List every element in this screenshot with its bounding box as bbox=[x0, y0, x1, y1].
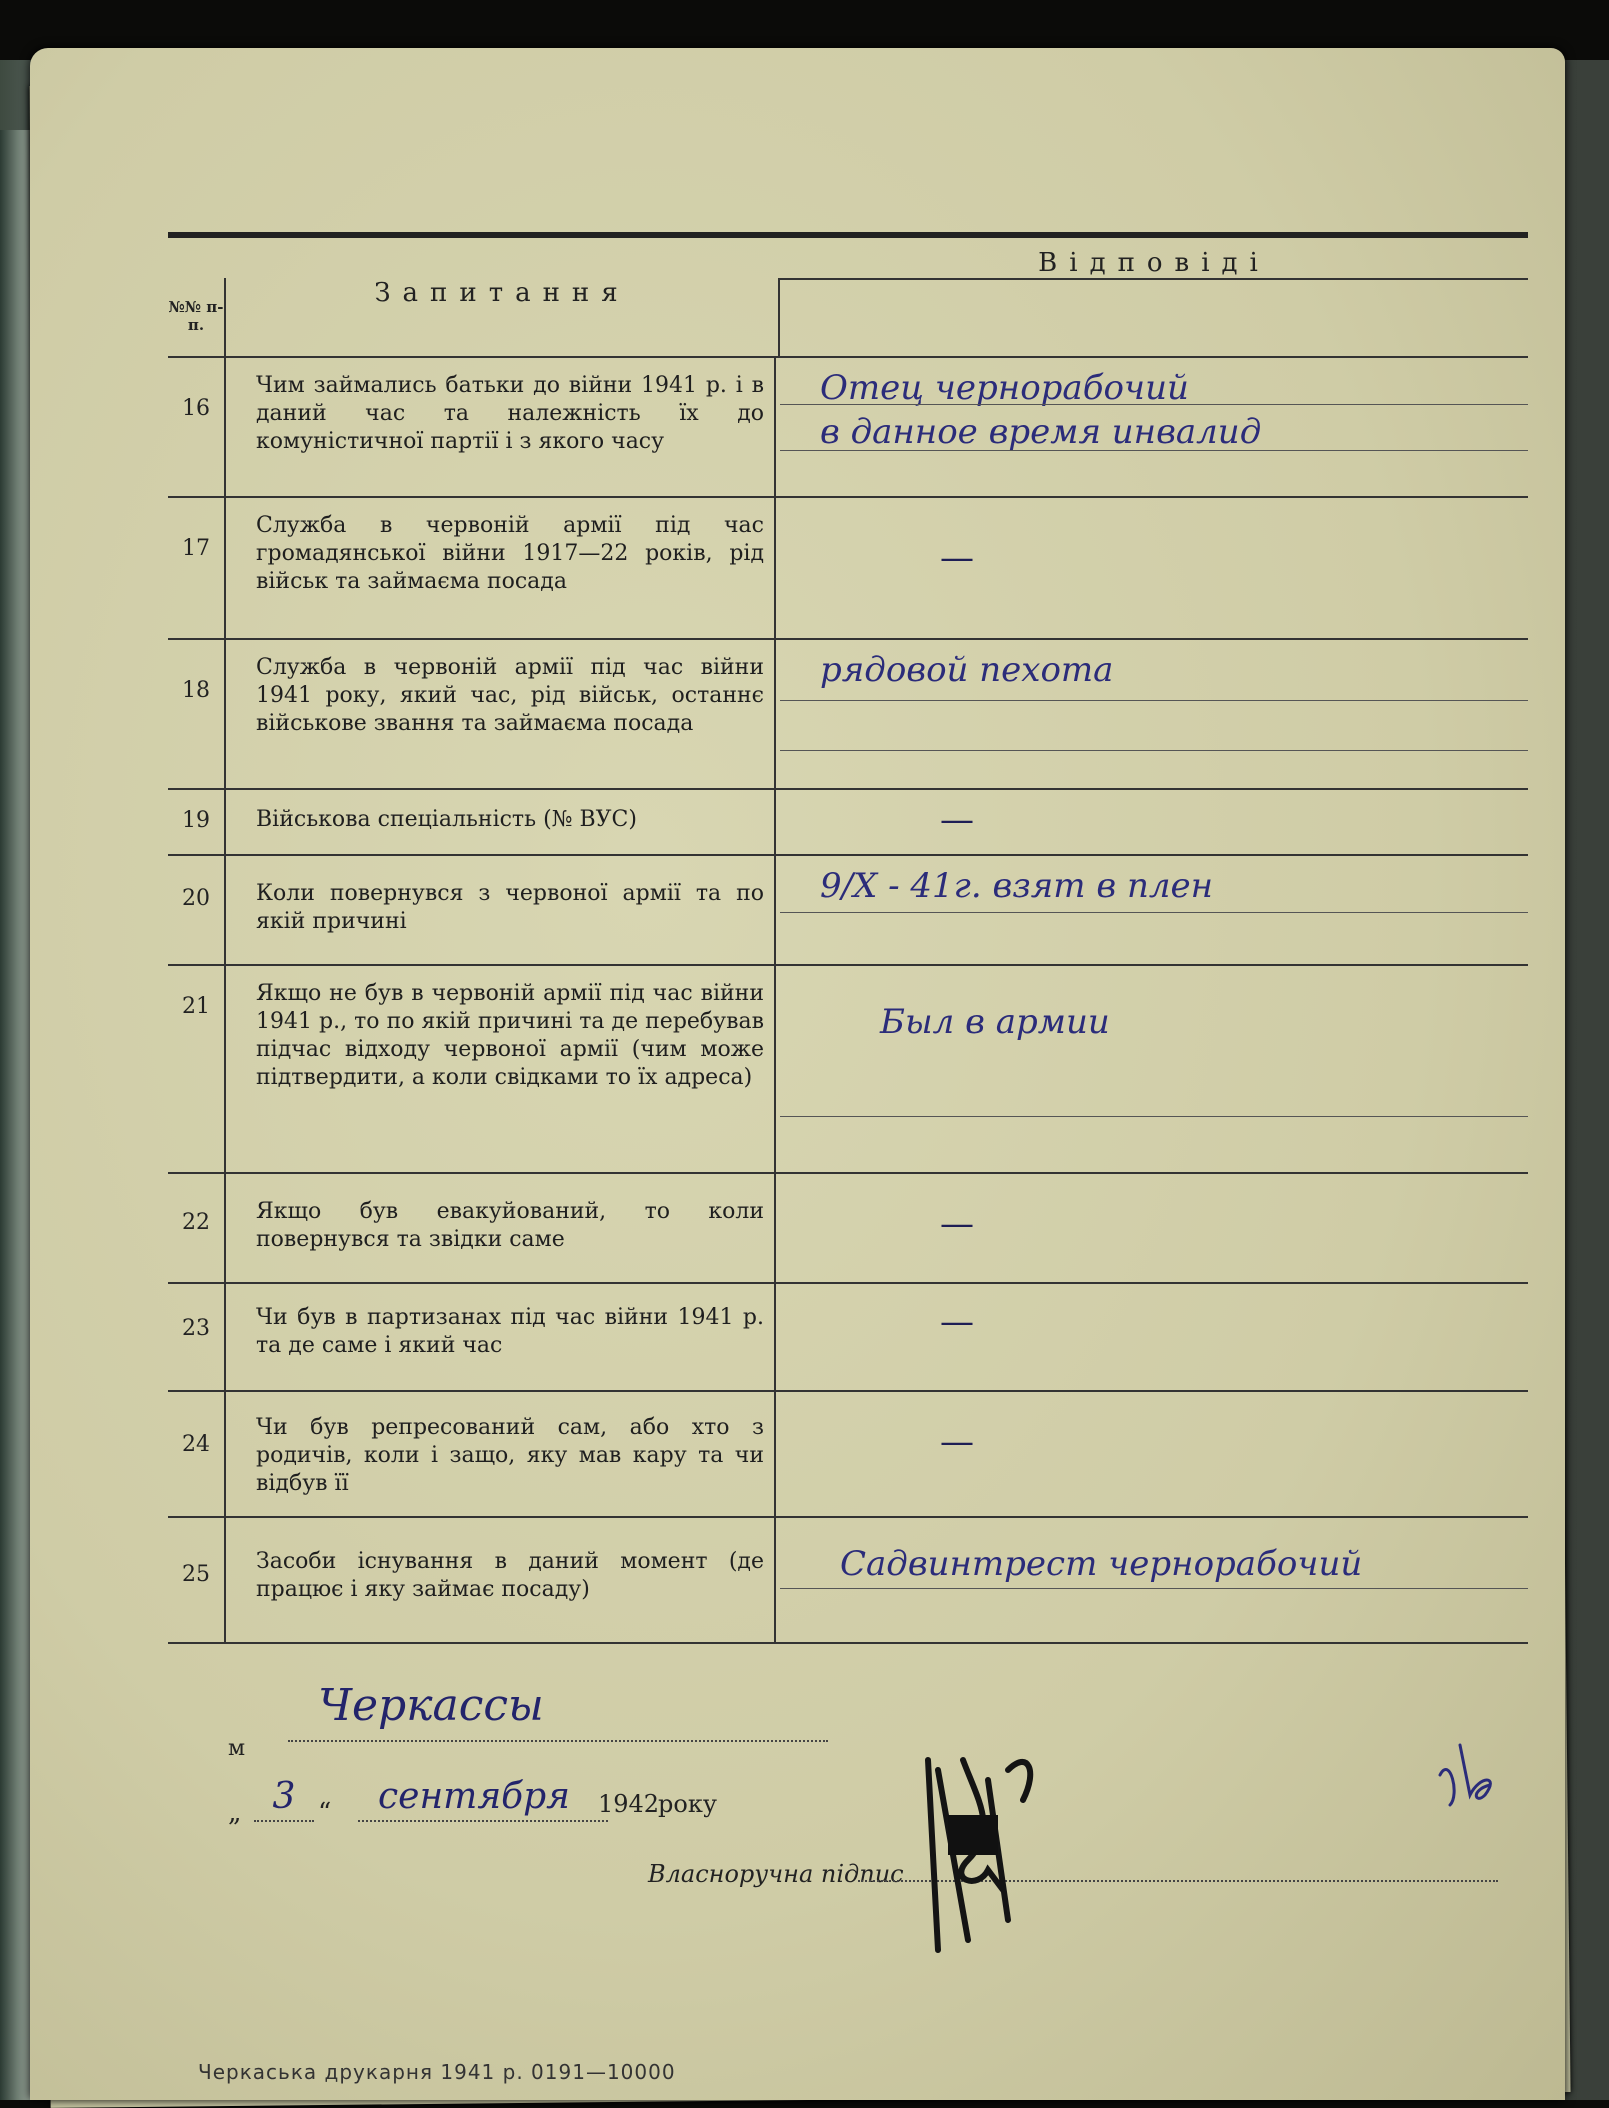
answer-text: Садвинтрест чернорабочий bbox=[840, 1544, 1363, 1584]
answer-text: — bbox=[940, 800, 974, 840]
date-month: сентября bbox=[358, 1776, 608, 1822]
year-word: року bbox=[658, 1790, 717, 1818]
answer-cell bbox=[780, 640, 1528, 788]
answer-cell bbox=[780, 1284, 1528, 1390]
row-number: 23 bbox=[168, 1284, 226, 1390]
answer-rule bbox=[780, 912, 1528, 913]
row-number: 18 bbox=[168, 640, 226, 788]
answer-rule bbox=[780, 750, 1528, 751]
question-text: Коли повернувся з червоної армії та по якій причині bbox=[228, 856, 776, 964]
question-text: Засоби існування в даний момент (де працює і яку займає посаду) bbox=[228, 1518, 776, 1642]
row-number: 25 bbox=[168, 1518, 226, 1642]
answer-rule bbox=[780, 450, 1528, 451]
answer-text: — bbox=[940, 1302, 974, 1342]
question-text: Чи був репресований сам, або хто з родичів, коли і защо, яку мав кару та чи відбув її bbox=[228, 1392, 776, 1516]
answers-column-title: Відповіді bbox=[1038, 248, 1270, 278]
handwritten-initials bbox=[1430, 1735, 1510, 1815]
answer-cell bbox=[780, 358, 1528, 496]
table-row bbox=[168, 854, 1528, 964]
table-row bbox=[168, 496, 1528, 638]
number-column-header: №№ п-п. bbox=[168, 278, 226, 356]
question-text: Якщо був евакуйований, то коли повернувся та звідки саме bbox=[228, 1174, 776, 1282]
question-text: Чи був в партизанах під час війни 1941 р. та де саме і який час bbox=[228, 1284, 776, 1390]
row-number: 19 bbox=[168, 790, 226, 854]
question-text: Якщо не був в червоній армії під час війни 1941 р., то по якій причині та де перебував підчас відходу червоної армії (чим може підтвердити, а коли свідками то їх адреса) bbox=[228, 966, 776, 1172]
table-row bbox=[168, 1390, 1528, 1516]
open-quote: „ bbox=[228, 1798, 242, 1828]
answer-rule bbox=[780, 1588, 1528, 1589]
question-text: Служба в червоній армії під час війни 1941 року, який час, рід військ, останнє військове звання та займаєма посада bbox=[228, 640, 776, 788]
answer-text: — bbox=[940, 538, 974, 578]
table-row bbox=[168, 1172, 1528, 1282]
date-line bbox=[228, 1776, 848, 1836]
answer-cell bbox=[780, 1392, 1528, 1516]
row-number: 17 bbox=[168, 498, 226, 638]
answer-text: — bbox=[940, 1204, 974, 1244]
answer-cell bbox=[780, 856, 1528, 964]
row-number: 16 bbox=[168, 358, 226, 496]
close-quote: “ bbox=[318, 1798, 332, 1828]
answer-text: рядовой пехота bbox=[820, 650, 1114, 690]
city-prefix: м bbox=[228, 1736, 246, 1761]
table-header bbox=[168, 232, 1528, 356]
question-text: Військова спеціальність (№ ВУС) bbox=[228, 790, 776, 854]
answer-text-line2: в данное время инвалид bbox=[820, 412, 1262, 452]
table-row bbox=[168, 964, 1528, 1172]
answer-cell bbox=[780, 1174, 1528, 1282]
answer-text: 9/X - 41г. взят в плен bbox=[820, 866, 1214, 906]
row-number: 20 bbox=[168, 856, 226, 964]
answer-cell bbox=[780, 498, 1528, 638]
answer-text: Был в армии bbox=[880, 1002, 1110, 1042]
row-number: 24 bbox=[168, 1392, 226, 1516]
header-divider bbox=[780, 278, 1528, 280]
city-handwritten: Черкассы bbox=[288, 1680, 828, 1742]
question-text: Служба в червоній армії під час громадянської війни 1917—22 років, рід військ та займаєма посада bbox=[228, 498, 776, 638]
questionnaire-table bbox=[168, 232, 1528, 1644]
table-row bbox=[168, 356, 1528, 496]
question-text: Чим займались батьки до війни 1941 р. і в даний час та належність їх до комуністичної партії і з якого часу bbox=[228, 358, 776, 496]
answer-rule bbox=[780, 700, 1528, 701]
table-row bbox=[168, 1516, 1528, 1644]
table-row bbox=[168, 788, 1528, 854]
row-number: 22 bbox=[168, 1174, 226, 1282]
signature-label: Власноручна підпис bbox=[648, 1860, 904, 1888]
printer-imprint: Черкаська друкарня 1941 р. 0191—10000 bbox=[198, 2060, 676, 2084]
questions-column-title: Запитання bbox=[374, 278, 630, 308]
answer-cell bbox=[780, 790, 1528, 854]
answer-cell bbox=[780, 966, 1528, 1172]
signature-line bbox=[648, 1830, 1528, 2030]
handwritten-signature bbox=[908, 1740, 1048, 1970]
answer-text: — bbox=[940, 1422, 974, 1462]
table-row bbox=[168, 1282, 1528, 1390]
table-row bbox=[168, 638, 1528, 788]
answer-cell bbox=[780, 1518, 1528, 1642]
row-number: 21 bbox=[168, 966, 226, 1172]
answer-rule bbox=[780, 1116, 1528, 1117]
date-day: 3 bbox=[254, 1776, 314, 1822]
answer-text: Отец чернорабочий bbox=[820, 368, 1189, 408]
date-year: 1942 bbox=[598, 1790, 660, 1818]
answer-rule bbox=[780, 404, 1528, 405]
